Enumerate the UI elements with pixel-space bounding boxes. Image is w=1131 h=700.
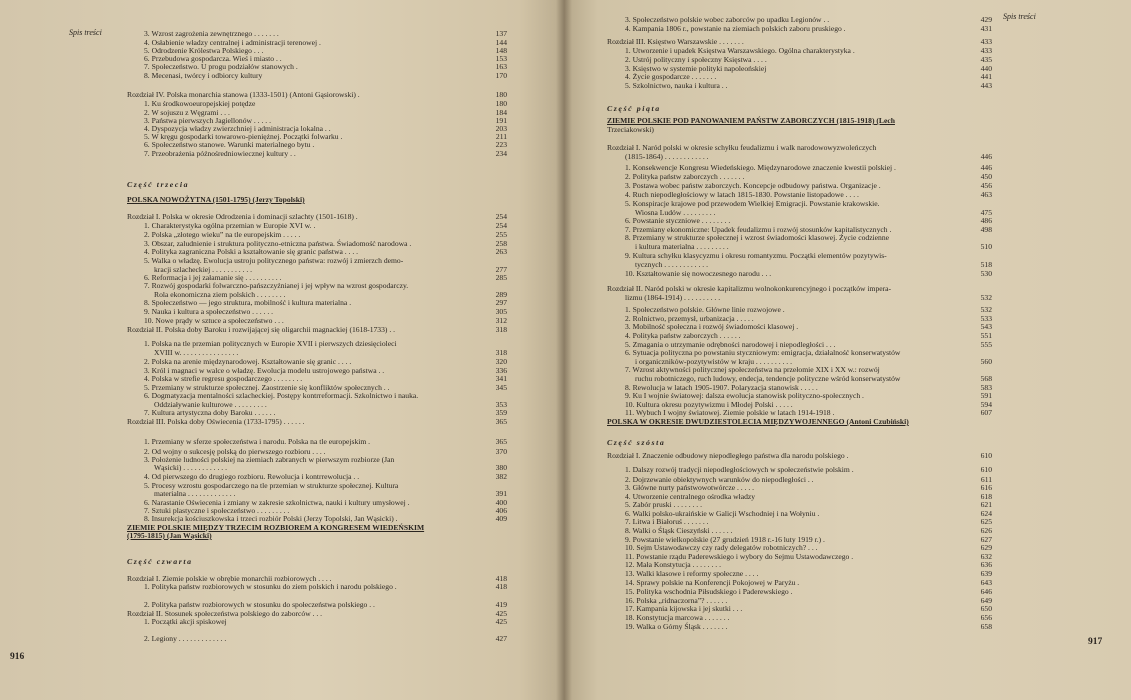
toc-page-number: 530 [980,269,992,278]
toc-page-number: 258 [495,239,507,248]
toc-page-number: 382 [495,472,507,481]
toc-page-number: 305 [495,307,507,316]
toc-entry: 6. Dogmatyzacja mentalności szlacheckiej. Postępy kontrreformacji. Szkolnictwo i nauka. [144,391,419,400]
toc-entry: 5. Przemiany w strukturze społecznej. Zaostrzenie się konfliktów społecznych . . [144,383,390,392]
toc-page-number: 184 [495,108,507,117]
toc-entry: 8. Insurekcja kościuszkowska i trzeci rozbiór Polski (Jerzy Topolski, Jan Wąsicki) . [144,514,398,523]
toc-page-number: 297 [495,298,507,307]
toc-page-number: 532 [980,305,992,314]
toc-entry: 6. Powstanie styczniowe . . . . . . . . [625,216,731,225]
toc-page-number: 277 [495,265,507,274]
toc-entry: ZIEMIE POLSKIE MIĘDZY TRZECIM ROZBIOREM A KONGRESEM WIEDEŃSKIM [127,523,425,532]
toc-entry: 5. Zmagania o utrzymanie odrębności narodowej i niepodległości . . . [625,340,836,349]
toc-entry: Rozdział I. Znaczenie odbudowy niepodległego państwa dla narodu polskiego . [607,451,849,460]
toc-entry: 9. Ku I wojnie światowej: dalsza ewolucja stanowisk polityczno-społecznych . [625,391,864,400]
toc-entry: 3. Państwa pierwszych Jagiellonów . . . . . [144,116,271,125]
toc-entry: 9. Powstanie wielkopolskie (27 grudzień 1918 r.-16 luty 1919 r.) . [625,535,825,544]
toc-entry: 3. Król i magnaci w walce o władzę. Ewolucja modelu ustrojowego państwa . . [144,366,385,375]
toc-page-number: 320 [495,357,507,366]
toc-page-number: 618 [980,492,992,501]
toc-entry: 7. Przemiany ekonomiczne: Upadek feudalizmu i rozwój stosunków kapitalistycznych . [625,225,892,234]
toc-page-number: 463 [980,190,992,199]
toc-page-number: 318 [495,325,507,334]
toc-entry: 9. Kultura schyłku klasycyzmu i okresu romantyzmu. Początki elementów pozytywis- [625,251,887,260]
toc-page-number: 370 [495,447,507,456]
toc-page-number: 443 [980,81,992,90]
toc-page-number: 400 [495,498,507,507]
toc-page-number: 191 [495,116,507,125]
toc-entry: 1. Ku środkowoeuropejskiej potędze [144,99,256,108]
toc-page-number: 211 [495,132,507,141]
toc-entry: Rozdział II. Polska doby Baroku i rozwijającej się oligarchii magnackiej (1618-1733) . . [127,325,396,334]
toc-page-number: 510 [980,242,992,251]
side-label: Spis treści [69,28,102,37]
toc-page-number: 518 [980,260,992,269]
toc-page-number: 649 [980,596,992,605]
toc-page-number: 441 [980,72,992,81]
toc-entry: 13. Walki klasowe i reformy społeczne . . . . [625,569,759,578]
toc-entry: 3. Obszar, zaludnienie i struktura polityczno-etniczna państwa. Świadomość narodowa . [144,239,412,248]
toc-entry: Rozdział III. Księstwo Warszawskie . . . . . . . [607,37,744,46]
toc-entry: XVIII w. . . . . . . . . . . . . . . . [154,348,239,357]
toc-entry: lizmu (1864-1914) . . . . . . . . . . [625,293,721,302]
toc-entry: 7. Sztuki plastyczne i społeczeństwo . . . . . . . . . [144,506,290,515]
toc-entry: Rozdział III. Polska doby Oświecenia (1733-1795) . . . . . . [127,417,305,426]
left-page [0,0,564,700]
toc-entry: 4. Ruch niepodległościowy w latach 1815-1830. Powstanie listopadowe . . . . [625,190,859,199]
toc-entry: Rozdział II. Naród polski w okresie kapitalizmu wolnokonkurencyjnego i początków impera- [607,284,892,293]
toc-page-number: 626 [980,526,992,535]
toc-entry: 2. W sojuszu z Węgrami . . . [144,108,230,117]
toc-entry: Wiosna Ludów . . . . . . . . . [635,208,716,217]
toc-page-number: 555 [980,340,992,349]
toc-page-number: 658 [980,622,992,631]
toc-entry: 5. Procesy wzrostu gospodarczego na tle przemian w strukturze społecznej. Kultura [144,481,399,490]
toc-page-number: 406 [495,506,507,515]
toc-entry: 3. Postawa wobec państw zaborczych. Koncepcje odbudowy państwa. Organizacje . [625,181,881,190]
toc-page-number: 568 [980,374,992,383]
toc-entry: 6. Społeczeństwo stanowe. Warunki materialnego bytu . [144,140,315,149]
toc-entry: 2. Polska „złotego wieku” na tle europejskim . . . . . [144,230,301,239]
toc-entry: 2. Od wojny o sukcesję polską do pierwszego rozbioru . . . . [144,447,326,456]
toc-entry: 4. Polska w strefie regresu gospodarczego . . . . . . . . [144,374,303,383]
toc-entry: 1. Przemiany w sferze społeczeństwa i narodu. Polska na tle europejskim . [144,437,371,446]
toc-page-number: 223 [495,140,507,149]
toc-entry: 6. Walki polsko-ukraińskie w Galicji Wschodniej i na Wołyniu . [625,509,820,518]
toc-page-number: 532 [980,293,992,302]
toc-page-number: 621 [980,500,992,509]
toc-entry: 1. Polska na tle przemian politycznych w Europie XVII i pierwszych dziesięcioleci [144,339,397,348]
toc-entry: 5. Szkolnictwo, nauka i kultura . . [625,81,728,90]
toc-page-number: 610 [980,465,992,474]
toc-page-number: 636 [980,560,992,569]
toc-entry: 1. Społeczeństwo polskie. Główne linie rozwojowe . [625,305,785,314]
toc-entry: 10. Sejm Ustawodawczy czy rady delegatów robotniczych? . . . [625,543,818,552]
toc-entry: POLSKA W OKRESIE DWUDZIESTOLECIA MIĘDZYWOJENNEGO (Antoni Czubiński) [607,417,909,426]
toc-page-number: 583 [980,383,992,392]
toc-page-number: 560 [980,357,992,366]
toc-page-number: 170 [495,71,507,80]
toc-entry: Rozdział I. Ziemie polskie w obrębie monarchii rozbiorowych . . . . [127,574,332,583]
page-number: 917 [1088,637,1103,647]
toc-entry: Wąsicki) . . . . . . . . . . . . [154,463,227,472]
toc-page-number: 450 [980,172,992,181]
toc-entry: 19. Walka o Górny Śląsk . . . . . . . [625,622,728,631]
toc-page-number: 254 [495,212,507,221]
toc-page-number: 180 [495,99,507,108]
toc-page-number: 341 [495,374,507,383]
toc-page-number: 365 [495,437,507,446]
toc-entry: 3. Społeczeństwo polskie wobec zaborców po upadku Legionów . . [625,15,830,24]
toc-entry: 16. Polska „ridnaczorna”? . . . . . . [625,596,728,605]
toc-entry: 8. Rewolucja w latach 1905-1907. Polaryzacja stanowisk . . . . . [625,383,818,392]
toc-entry: 2. Rolnictwo, przemysł, urbanizacja . . . . . [625,314,754,323]
toc-entry: 4. Od pierwszego do drugiego rozbioru. Rewolucja i kontrrewolucja . . [144,472,360,481]
toc-page-number: 137 [495,29,507,38]
toc-entry: 6. Przebudowa gospodarcza. Wieś i miasto . . [144,54,282,63]
toc-entry: 8. Społeczeństwo — jego struktura, mobilność i kultura materialna . [144,298,352,307]
toc-page-number: 446 [980,163,992,172]
toc-page-number: 533 [980,314,992,323]
toc-entry: 2. Polska na arenie międzynarodowej. Kształtowanie się granic . . . . [144,357,352,366]
toc-page-number: 418 [495,574,507,583]
toc-page-number: 610 [980,451,992,460]
toc-page-number: 591 [980,391,992,400]
toc-entry: ZIEMIE POLSKIE POD PANOWANIEM PAŃSTW ZABORCZYCH (1815-1918) (Lech [607,116,895,125]
toc-entry: i kultura materialna . . . . . . . . . [635,242,729,251]
toc-page-number: 475 [980,208,992,217]
toc-entry: 11. Wybuch I wojny światowej. Ziemie polskie w latach 1914-1918 . [625,408,835,417]
toc-entry: 7. Przeobrażenia późnośredniowiecznej kultury . . [144,149,296,158]
toc-entry: 18. Konstytucja marcowa . . . . . . . [625,613,730,622]
toc-page-number: 418 [495,582,507,591]
toc-entry: 6. Reformacja i jej załamanie się . . . . . . . . . . [144,273,282,282]
toc-page-number: 656 [980,613,992,622]
toc-entry: 4. Życie gospodarcze . . . . . . . [625,72,717,81]
toc-entry: Rozdział I. Naród polski w okresie schyłku feudalizmu i walk narodowowyzwoleńczych [607,143,877,152]
toc-entry: 1. Utworzenie i upadek Księstwa Warszawskiego. Ogólna charakterystyka . [625,46,855,55]
toc-entry: 2. Ustrój polityczny i społeczny Księstwa . . . . [625,55,767,64]
toc-page-number: 629 [980,543,992,552]
toc-entry: 3. Wzrost zagrożenia zewnętrznego . . . . . . . [144,29,279,38]
toc-entry: 4. Osłabienie władzy centralnej i administracji terenowej . [144,38,321,47]
toc-entry: POLSKA NOWOŻYTNA (1501-1795) (Jerzy Topolski) [127,195,305,204]
toc-entry: 7. Społeczeństwo. U progu podziałów stanowych . [144,62,298,71]
toc-entry: 5. Zabór pruski . . . . . . . . [625,500,702,509]
toc-page-number: 486 [980,216,992,225]
toc-page-number: 632 [980,552,992,561]
toc-page-number: 359 [495,408,507,417]
toc-page-number: 498 [980,225,992,234]
toc-page-number: 425 [495,617,507,626]
toc-entry: 10. Kształtowanie się nowoczesnego narodu . . . [625,269,772,278]
toc-page-number: 435 [980,55,992,64]
toc-entry: 3. Główne nurty państwowotwórcze . . . . . [625,483,755,492]
toc-page-number: 650 [980,604,992,613]
toc-entry: Oddziaływanie kulturowe . . . . . . . . . [154,400,267,409]
toc-page-number: 446 [980,152,992,161]
toc-page-number: 425 [495,609,507,618]
toc-page-number: 180 [495,90,507,99]
toc-entry: 1. Dalszy rozwój tradycji niepodległościowych w społeczeństwie polskim . [625,465,854,474]
toc-entry: 15. Polityka wschodnia Piłsudskiego i Paderewskiego . [625,587,793,596]
toc-page-number: 391 [495,489,507,498]
toc-page-number: 144 [495,38,507,47]
toc-page-number: 607 [980,408,992,417]
toc-page-number: 312 [495,316,507,325]
toc-page-number: 353 [495,400,507,409]
toc-entry: 10. Nowe prądy w sztuce a społeczeństwo . . . [144,316,284,325]
toc-page-number: 456 [980,181,992,190]
toc-entry: Rozdział I. Polska w okresie Odrodzenia i dominacji szlachty (1501-1618) . [127,212,358,221]
toc-entry: 8. Walki o Śląsk Cieszyński . . . . . . [625,526,733,535]
toc-page-number: 148 [495,46,507,55]
toc-entry: 4. Polityka państw zaborczych . . . . . . [625,331,741,340]
toc-entry: 4. Kampania 1806 r., powstanie na ziemiach polskich zaboru pruskiego . [625,24,846,33]
toc-entry: 7. Litwa i Białoruś . . . . . . . [625,517,709,526]
toc-entry: 4. Utworzenie centralnego ośrodka władzy [625,492,756,501]
toc-entry: 6. Narastanie Oświecenia i zmiany w zakresie szkolnictwa, nauki i kultury umysłowej . [144,498,410,507]
toc-page-number: 594 [980,400,992,409]
toc-entry: 6. Sytuacja polityczna po powstaniu styczniowym: emigracja, działalność konserwatystów [625,348,901,357]
toc-page-number: 429 [980,15,992,24]
toc-entry: 14. Sprawy polskie na Konferencji Pokojowej w Paryżu . [625,578,800,587]
toc-page-number: 643 [980,578,992,587]
toc-page-number: 153 [495,54,507,63]
part-heading: Część piąta [607,104,661,113]
toc-entry: 11. Powstanie rządu Paderewskiego i wybory do Sejmu Ustawodawczego . [625,552,854,561]
toc-entry: 5. W kręgu gospodarki towarowo-pieniężnej. Początki folwarku . [144,132,343,141]
part-heading: Część szósta [607,438,666,447]
toc-page-number: 431 [980,24,992,33]
toc-entry: Trzeciakowski) [607,125,654,134]
toc-page-number: 345 [495,383,507,392]
toc-page-number: 616 [980,483,992,492]
gutter [556,0,572,700]
toc-entry: 1. Konsekwencje Kongresu Wiedeńskiego. Międzynarodowe znaczenie kwestii polskiej . [625,163,896,172]
part-heading: Część czwarta [127,557,193,566]
toc-entry: 3. Położenie ludności polskiej na ziemiach zabranych w pierwszym rozbiorze (Jan [144,455,395,464]
toc-page-number: 427 [495,634,507,643]
toc-page-number: 365 [495,417,507,426]
toc-page-number: 255 [495,230,507,239]
toc-page-number: 433 [980,46,992,55]
toc-entry: 1. Początki akcji spiskowej [144,617,227,626]
toc-page-number: 285 [495,273,507,282]
toc-entry: 4. Polityka zagraniczna Polski a kształtowanie się granic państwa . . . . [144,247,359,256]
toc-page-number: 440 [980,64,992,73]
toc-entry: 8. Mecenasi, twórcy i odbiorcy kultury [144,71,263,80]
toc-entry: i organicznikόw-pozytywistów w kraju . . . . . . . . . . [635,357,792,366]
side-label: Spis treści [1003,12,1036,21]
toc-entry: 12. Mała Konstytucja . . . . . . . . [625,560,721,569]
toc-page-number: 646 [980,587,992,596]
toc-entry: Rozdział IV. Polska monarchia stanowa (1333-1501) (Antoni Gąsiorowski) . [127,90,360,99]
toc-page-number: 409 [495,514,507,523]
right-page [564,0,1131,700]
toc-entry: materialna . . . . . . . . . . . . . [154,489,236,498]
toc-page-number: 627 [980,535,992,544]
toc-entry: 5. Odrodzenie Królestwa Polskiego . . . [144,46,264,55]
toc-page-number: 203 [495,124,507,133]
toc-entry: 4. Dyspozycja władzy zwierzchniej i administracja lokalna . . [144,124,331,133]
toc-entry: ruchu robotniczego, ruch ludowy, endecja, tendencje polityczne wśród konserwatystów [635,374,901,383]
toc-page-number: 551 [980,331,992,340]
toc-page-number: 639 [980,569,992,578]
toc-page-number: 254 [495,221,507,230]
toc-page-number: 163 [495,62,507,71]
toc-entry: 2. Legiony . . . . . . . . . . . . . [144,634,227,643]
toc-entry: 5. Walka o władzę. Ewolucja ustroju politycznego państwa: rozwój i zmierzch demo- [144,256,404,265]
toc-entry: (1815-1864) . . . . . . . . . . . . [625,152,709,161]
toc-page-number: 263 [495,247,507,256]
toc-entry: kracji szlacheckiej . . . . . . . . . . . [154,265,253,274]
toc-page-number: 624 [980,509,992,518]
toc-entry: 2. Polityka państw rozbiorowych w stosunku do społeczeństwa polskiego . . [144,600,375,609]
toc-entry: (1795-1815) (Jan Wąsicki) [127,531,212,540]
toc-entry: 8. Przemiany w strukturze społecznej i wzrost świadomości klasowej. Życie codzienne [625,233,890,242]
toc-entry: 2. Polityka państw zaborczych . . . . . . . [625,172,745,181]
toc-entry: 1. Charakterystyka ogólna przemian w Europie XVI w. . [144,221,316,230]
toc-page-number: 318 [495,348,507,357]
toc-entry: 7. Wzrost aktywności politycznej społeczeństwa na przełomie XIX i XX w.: rozwój [625,365,880,374]
toc-page-number: 336 [495,366,507,375]
toc-entry: Rola ekonomiczna ziem polskich . . . . . . . . [154,290,286,299]
toc-entry: Rozdział II. Stosunek społeczeństwa polskiego do zaborców . . . [127,609,323,618]
toc-entry: tycznych . . . . . . . . . . . . [635,260,708,269]
toc-entry: 10. Kultura okresu pozytywizmu i Młodej Polski . . . . . [625,400,793,409]
toc-entry: 17. Kampania kijowska i jej skutki . . . [625,604,743,613]
toc-page-number: 543 [980,322,992,331]
page-number: 916 [10,652,25,662]
toc-entry: 5. Konspiracje krajowe pod przewodem Wielkiej Emigracji. Powstanie krakowskie. [625,199,880,208]
toc-page-number: 289 [495,290,507,299]
toc-page-number: 625 [980,517,992,526]
toc-page-number: 380 [495,463,507,472]
toc-page-number: 611 [980,475,992,484]
part-heading: Część trzecia [127,180,190,189]
toc-entry: 3. Księstwo w systemie polityki napoleońskiej [625,64,767,73]
toc-entry: 3. Mobilność społeczna i rozwój świadomości klasowej . [625,322,799,331]
toc-entry: 7. Kultura artystyczna doby Baroku . . . . . . [144,408,276,417]
toc-page-number: 234 [495,149,507,158]
toc-entry: 2. Dojrzewanie obiektywnych warunków do niepodległości . . [625,475,814,484]
toc-page-number: 433 [980,37,992,46]
toc-page-number: 419 [495,600,507,609]
toc-entry: 7. Rozwój gospodarki folwarczno-pańszczyźnianej i jej wpływ na wzrost gospodarczy. [144,281,409,290]
toc-entry: 9. Nauka i kultura a społeczeństwo . . . . . . [144,307,274,316]
toc-entry: 1. Polityka państw rozbiorowych w stosunku do ziem polskich i narodu polskiego . [144,582,397,591]
